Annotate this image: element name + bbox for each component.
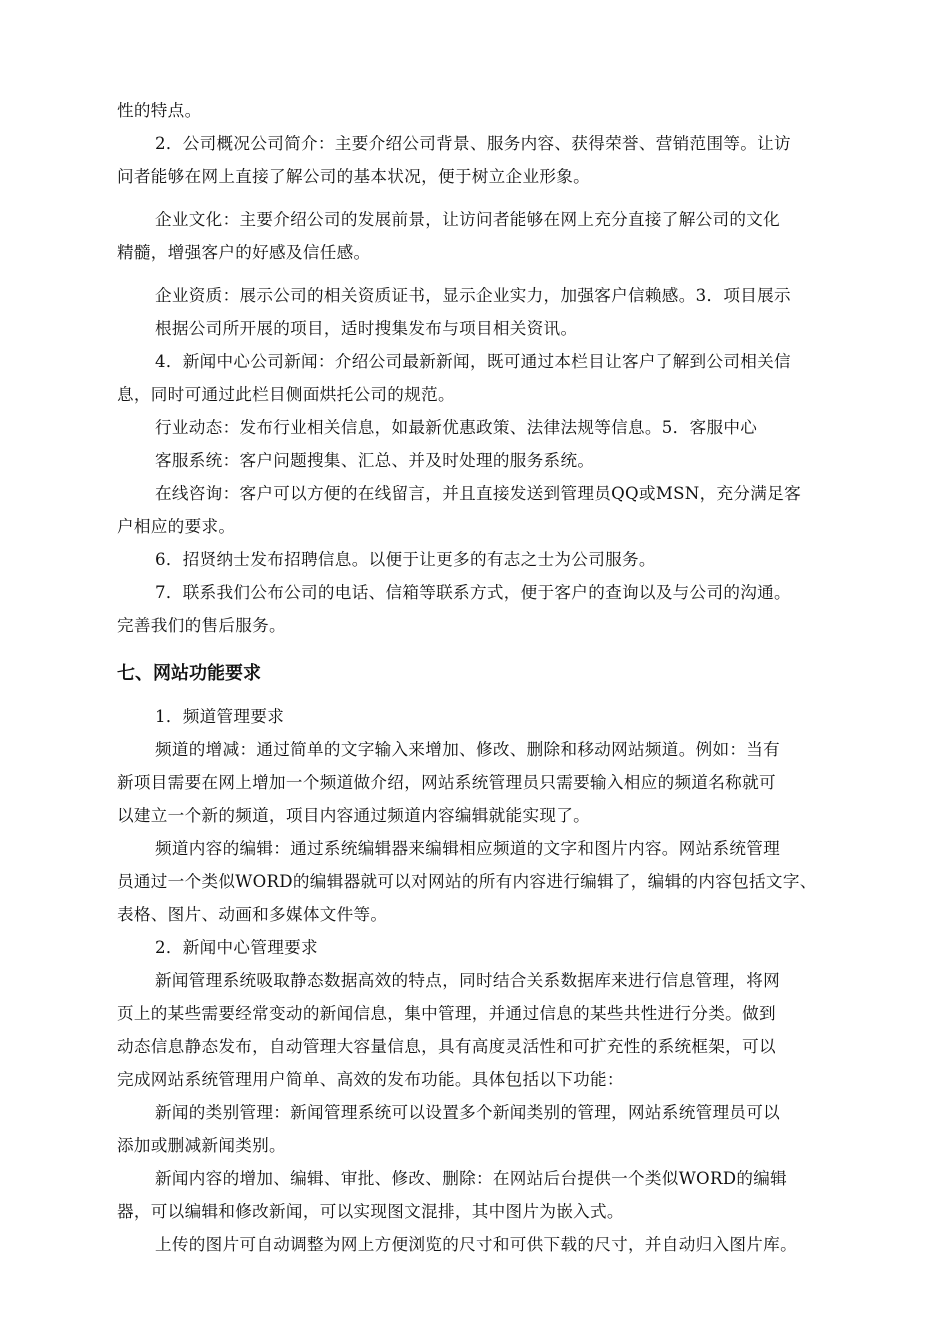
subsection-title: 1．频道管理要求 bbox=[155, 707, 285, 726]
body-text-line: 新闻内容的增加、编辑、审批、修改、删除：在网站后台提供一个类似WORD的编辑 bbox=[155, 1169, 788, 1188]
body-text-line: 6．招贤纳士发布招聘信息。以便于让更多的有志之士为公司服务。 bbox=[155, 550, 656, 569]
body-text-line: 行业动态：发布行业相关信息，如最新优惠政策、法律法规等信息。5．客服中心 bbox=[155, 418, 758, 437]
body-text-line: 完善我们的售后服务。 bbox=[117, 616, 286, 635]
body-text-line: 新项目需要在网上增加一个频道做介绍，网站系统管理员只需要输入相应的频道名称就可 bbox=[117, 773, 776, 792]
body-text-line: 新闻的类别管理：新闻管理系统可以设置多个新闻类别的管理，网站系统管理员可以 bbox=[155, 1103, 781, 1122]
body-text-line: 页上的某些需要经常变动的新闻信息，集中管理，并通过信息的某些共性进行分类。做到 bbox=[117, 1004, 776, 1023]
body-text-line: 客服系统：客户问题搜集、汇总、并及时处理的服务系统。 bbox=[155, 451, 595, 470]
body-text-line: 员通过一个类似WORD的编辑器就可以对网站的所有内容进行编辑了，编辑的内容包括文字、 bbox=[117, 872, 817, 891]
body-text-line: 器，可以编辑和修改新闻，可以实现图文混排，其中图片为嵌入式。 bbox=[117, 1202, 624, 1221]
body-text-line: 精髓，增强客户的好感及信任感。 bbox=[117, 243, 371, 262]
body-text-line: 在线咨询：客户可以方便的在线留言，并且直接发送到管理员QQ或MSN，充分满足客 bbox=[155, 484, 801, 503]
body-text-line: 息，同时可通过此栏目侧面烘托公司的规范。 bbox=[117, 385, 455, 404]
body-text-line: 频道的增减：通过简单的文字输入来增加、修改、删除和移动网站频道。例如：当有 bbox=[155, 740, 781, 759]
body-text-line: 新闻管理系统吸取静态数据高效的特点，同时结合关系数据库来进行信息管理，将网 bbox=[155, 971, 781, 990]
body-text-line: 户相应的要求。 bbox=[117, 517, 236, 536]
body-text-line: 以建立一个新的频道，项目内容通过频道内容编辑就能实现了。 bbox=[117, 806, 591, 825]
body-text-line: 表格、图片、动画和多媒体文件等。 bbox=[117, 905, 388, 924]
section-heading: 七、网站功能要求 bbox=[117, 663, 261, 684]
body-text-line: 上传的图片可自动调整为网上方便浏览的尺寸和可供下载的尺寸，并自动归入图片库。 bbox=[155, 1235, 797, 1254]
body-text-line: 问者能够在网上直接了解公司的基本状况，便于树立企业形象。 bbox=[117, 167, 591, 186]
subsection-title: 2．新闻中心管理要求 bbox=[155, 938, 318, 957]
body-text-line: 企业文化：主要介绍公司的发展前景，让访问者能够在网上充分直接了解公司的文化 bbox=[155, 210, 781, 229]
body-text-line: 频道内容的编辑：通过系统编辑器来编辑相应频道的文字和图片内容。网站系统管理 bbox=[155, 839, 781, 858]
body-text-line: 7．联系我们公布公司的电话、信箱等联系方式，便于客户的查询以及与公司的沟通。 bbox=[155, 583, 791, 602]
body-text-line: 完成网站系统管理用户简单、高效的发布功能。具体包括以下功能： bbox=[117, 1070, 624, 1089]
body-text-line: 企业资质：展示公司的相关资质证书，显示企业实力，加强客户信赖感。3．项目展示 bbox=[155, 286, 791, 305]
body-text-line: 动态信息静态发布，自动管理大容量信息，具有高度灵活性和可扩充性的系统框架，可以 bbox=[117, 1037, 776, 1056]
body-text-line: 根据公司所开展的项目，适时搜集发布与项目相关资讯。 bbox=[155, 319, 578, 338]
body-text-line: 4．新闻中心公司新闻：介绍公司最新新闻，既可通过本栏目让客户了解到公司相关信 bbox=[155, 352, 791, 371]
body-text-line: 性的特点。 bbox=[117, 101, 202, 120]
body-text-line: 2．公司概况公司简介：主要介绍公司背景、服务内容、获得荣誉、营销范围等。让访 bbox=[155, 134, 791, 153]
body-text-line: 添加或删减新闻类别。 bbox=[117, 1136, 286, 1155]
